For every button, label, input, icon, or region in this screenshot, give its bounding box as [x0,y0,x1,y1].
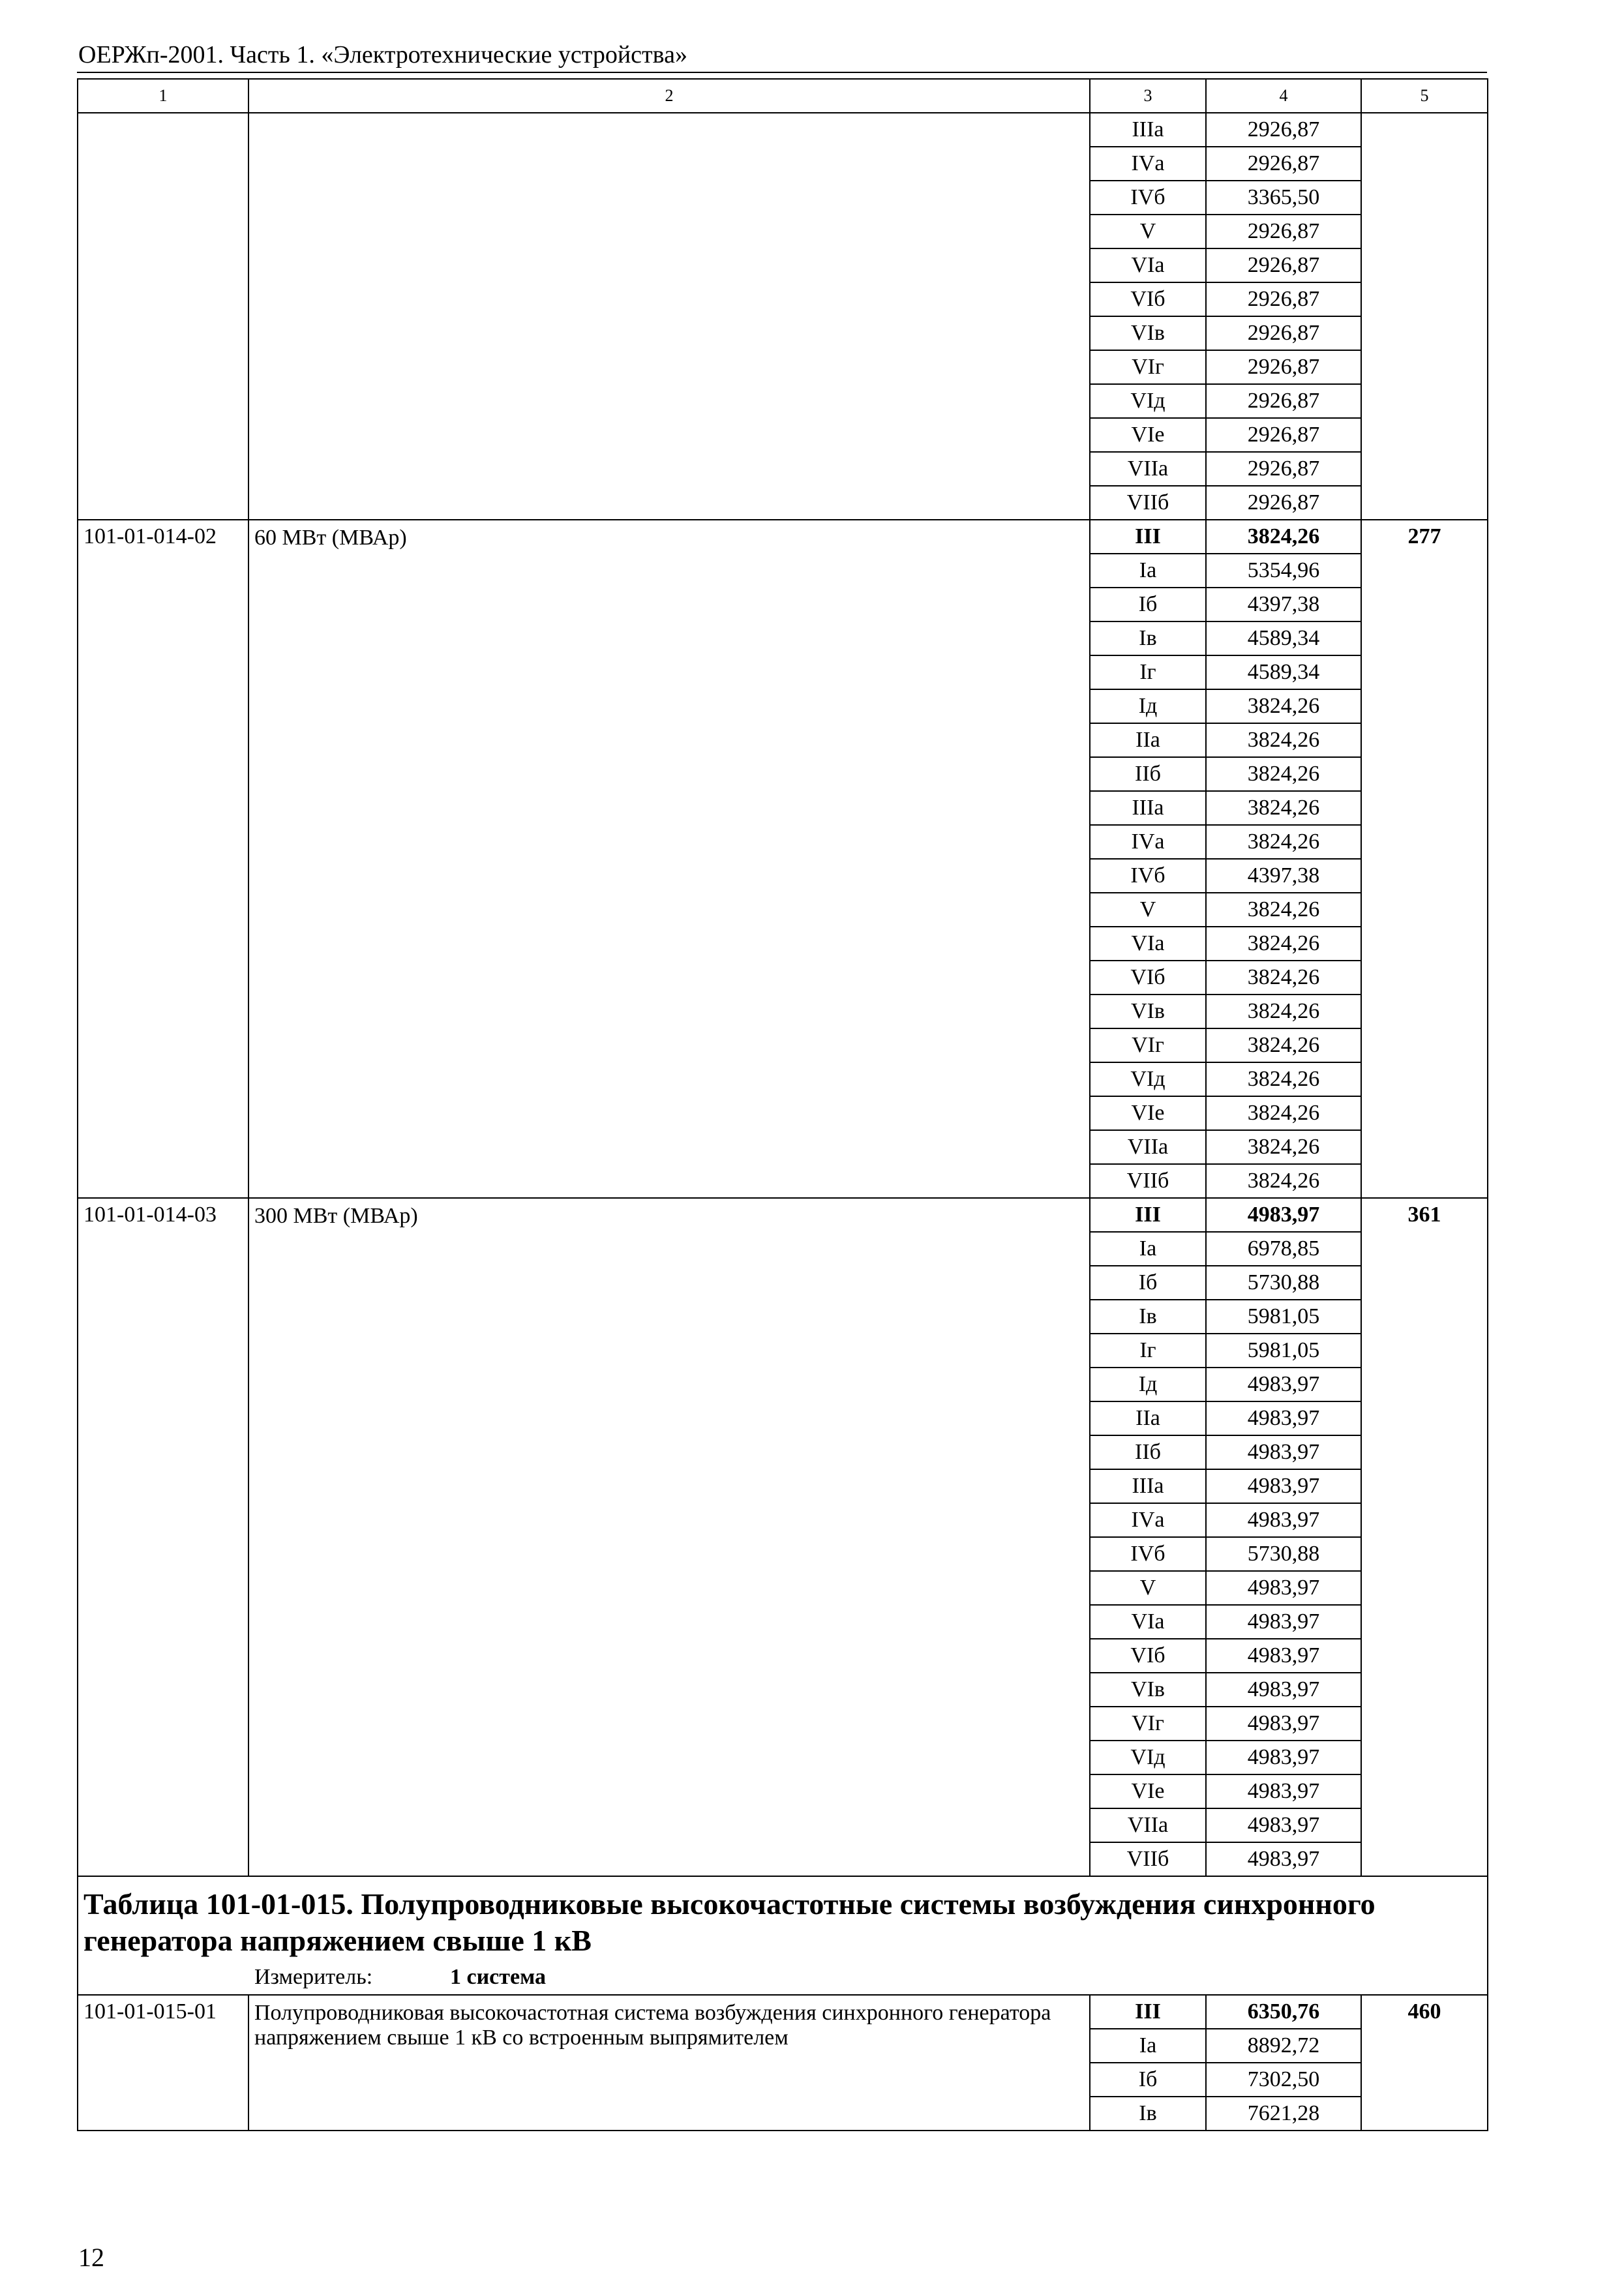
zone-cell: IIб [1090,1435,1206,1469]
zone-cell: IIIа [1090,1469,1206,1503]
price-cell: 3824,26 [1206,1062,1361,1096]
price-cell: 5981,05 [1206,1300,1361,1334]
zone-cell: IIIа [1090,791,1206,825]
price-cell: 5354,96 [1206,554,1361,588]
column-number-5: 5 [1361,79,1488,113]
price-cell: 4397,38 [1206,859,1361,893]
column-number-4: 4 [1206,79,1361,113]
zone-cell: VIв [1090,995,1206,1028]
table-title-cell [78,1876,1488,1995]
price-cell: 2926,87 [1206,248,1361,282]
price-cell: 3365,50 [1206,181,1361,215]
price-cell: 7621,28 [1206,2097,1361,2131]
measure-line [83,1964,1482,1990]
zone-cell: V [1090,215,1206,248]
zone-cell: VIе [1090,1774,1206,1808]
zone-cell: VIIа [1090,1130,1206,1164]
price-cell: 4589,34 [1206,655,1361,689]
price-cell: 4983,97 [1206,1435,1361,1469]
price-cell: 3824,26 [1206,1028,1361,1062]
zone-cell: VIе [1090,1096,1206,1130]
zone-cell: VIIа [1090,452,1206,486]
column-numbers-row [78,79,1488,113]
zone-cell: III [1090,520,1206,554]
price-cell: 3824,26 [1206,689,1361,723]
price-cell: 6350,76 [1206,1995,1361,2029]
zone-cell: Iв [1090,2097,1206,2131]
column-number-1: 1 [78,79,248,113]
price-cell: 3824,26 [1206,723,1361,757]
price-cell: 3824,26 [1206,757,1361,791]
zone-cell: Iа [1090,2029,1206,2063]
price-cell: 3824,26 [1206,825,1361,859]
table-title-row [78,1876,1488,1995]
price-cell: 4983,97 [1206,1673,1361,1707]
price-cell: 4983,97 [1206,1605,1361,1639]
zone-cell: Iб [1090,588,1206,621]
zone-cell: VIб [1090,1639,1206,1673]
zone-cell: VIб [1090,282,1206,316]
zone-cell: Iд [1090,1368,1206,1401]
zone-cell: VIв [1090,1673,1206,1707]
zone-cell: IVб [1090,1537,1206,1571]
price-cell: 2926,87 [1206,418,1361,452]
zone-cell: VIIб [1090,1842,1206,1876]
zone-cell: Iа [1090,1232,1206,1266]
zone-cell: Iб [1090,1266,1206,1300]
zone-cell: IVа [1090,1503,1206,1537]
zone-cell: III [1090,1995,1206,2029]
zone-cell: Iв [1090,621,1206,655]
labor-cell: 277 [1361,520,1488,1198]
table-row [78,1995,1488,2029]
price-cell: 3824,26 [1206,791,1361,825]
zone-cell: IIа [1090,723,1206,757]
price-cell: 3824,26 [1206,927,1361,961]
zone-cell: VIг [1090,1707,1206,1741]
price-cell: 2926,87 [1206,350,1361,384]
price-cell: 2926,87 [1206,113,1361,147]
zone-cell: Iб [1090,2063,1206,2097]
item-description: 60 МВт (МВАр) [248,520,1090,1198]
price-cell: 7302,50 [1206,2063,1361,2097]
price-cell: 3824,26 [1206,520,1361,554]
price-cell: 3824,26 [1206,961,1361,995]
zone-cell: IVа [1090,825,1206,859]
table-row [78,113,1488,147]
zone-cell: VIд [1090,1741,1206,1774]
zone-cell: IVа [1090,147,1206,181]
price-cell: 3824,26 [1206,1096,1361,1130]
price-cell: 5981,05 [1206,1334,1361,1368]
price-cell: 2926,87 [1206,147,1361,181]
zone-cell: V [1090,1571,1206,1605]
zone-cell: Iг [1090,1334,1206,1368]
description-cell [248,113,1090,520]
zone-cell: VIа [1090,248,1206,282]
zone-cell: IIа [1090,1401,1206,1435]
price-cell: 8892,72 [1206,2029,1361,2063]
column-number-3: 3 [1090,79,1206,113]
price-cell: 4589,34 [1206,621,1361,655]
price-cell: 4983,97 [1206,1741,1361,1774]
price-cell: 2926,87 [1206,215,1361,248]
labor-cell: 460 [1361,1995,1488,2131]
column-number-2: 2 [248,79,1090,113]
zone-cell: Iд [1090,689,1206,723]
zone-cell: Iв [1090,1300,1206,1334]
zone-cell: Iа [1090,554,1206,588]
price-cell: 4397,38 [1206,588,1361,621]
price-cell: 4983,97 [1206,1808,1361,1842]
header-rule [77,72,1487,73]
price-cell: 5730,88 [1206,1537,1361,1571]
price-cell: 3824,26 [1206,995,1361,1028]
zone-cell: VIд [1090,384,1206,418]
price-cell: 4983,97 [1206,1707,1361,1741]
price-cell: 3824,26 [1206,893,1361,927]
table-row [78,1198,1488,1232]
zone-cell: VIд [1090,1062,1206,1096]
measure-label: Измеритель: [254,1965,373,1989]
price-cell: 2926,87 [1206,316,1361,350]
item-description: 300 МВт (МВАр) [248,1198,1090,1876]
zone-cell: VIб [1090,961,1206,995]
zone-cell: IIIа [1090,113,1206,147]
price-cell: 3824,26 [1206,1164,1361,1198]
zone-cell: V [1090,893,1206,927]
labor-cell [1361,113,1488,520]
price-cell: 2926,87 [1206,384,1361,418]
price-cell: 4983,97 [1206,1639,1361,1673]
price-cell: 6978,85 [1206,1232,1361,1266]
code-cell [78,113,248,520]
zone-cell: VIе [1090,418,1206,452]
item-code: 101-01-015-01 [78,1995,248,2131]
zone-cell: VIIб [1090,486,1206,520]
table-title: Таблица 101-01-015. Полупроводниковые высокочастотные системы возбуждения синхронного генератора напряжением свыше 1 кВ [83,1887,1376,1957]
zone-cell: VIв [1090,316,1206,350]
price-cell: 4983,97 [1206,1842,1361,1876]
zone-cell: VIIа [1090,1808,1206,1842]
price-cell: 2926,87 [1206,486,1361,520]
item-description: Полупроводниковая высокочастотная система возбуждения синхронного генератора напряжением свыше 1 кВ со встроенным выпрямителем [248,1995,1090,2131]
price-cell: 2926,87 [1206,452,1361,486]
zone-cell: VIа [1090,927,1206,961]
price-cell: 4983,97 [1206,1198,1361,1232]
zone-cell: IIб [1090,757,1206,791]
price-cell: 5730,88 [1206,1266,1361,1300]
table-row [78,520,1488,554]
zone-cell: VIг [1090,1028,1206,1062]
rates-table-body [78,79,1488,2131]
zone-cell: VIа [1090,1605,1206,1639]
page-header: ОЕРЖп-2001. Часть 1. «Электротехнические устройства» [78,41,687,68]
price-cell: 2926,87 [1206,282,1361,316]
item-code: 101-01-014-03 [78,1198,248,1876]
price-cell: 4983,97 [1206,1571,1361,1605]
price-cell: 4983,97 [1206,1503,1361,1537]
labor-cell: 361 [1361,1198,1488,1876]
zone-cell: VIг [1090,350,1206,384]
rates-table [77,78,1488,2131]
price-cell: 4983,97 [1206,1401,1361,1435]
measure-value: 1 система [450,1965,546,1989]
zone-cell: III [1090,1198,1206,1232]
price-cell: 4983,97 [1206,1469,1361,1503]
zone-cell: VIIб [1090,1164,1206,1198]
price-cell: 4983,97 [1206,1368,1361,1401]
zone-cell: IVб [1090,181,1206,215]
item-code: 101-01-014-02 [78,520,248,1198]
price-cell: 4983,97 [1206,1774,1361,1808]
price-cell: 3824,26 [1206,1130,1361,1164]
zone-cell: IVб [1090,859,1206,893]
page-number: 12 [78,2243,104,2272]
zone-cell: Iг [1090,655,1206,689]
